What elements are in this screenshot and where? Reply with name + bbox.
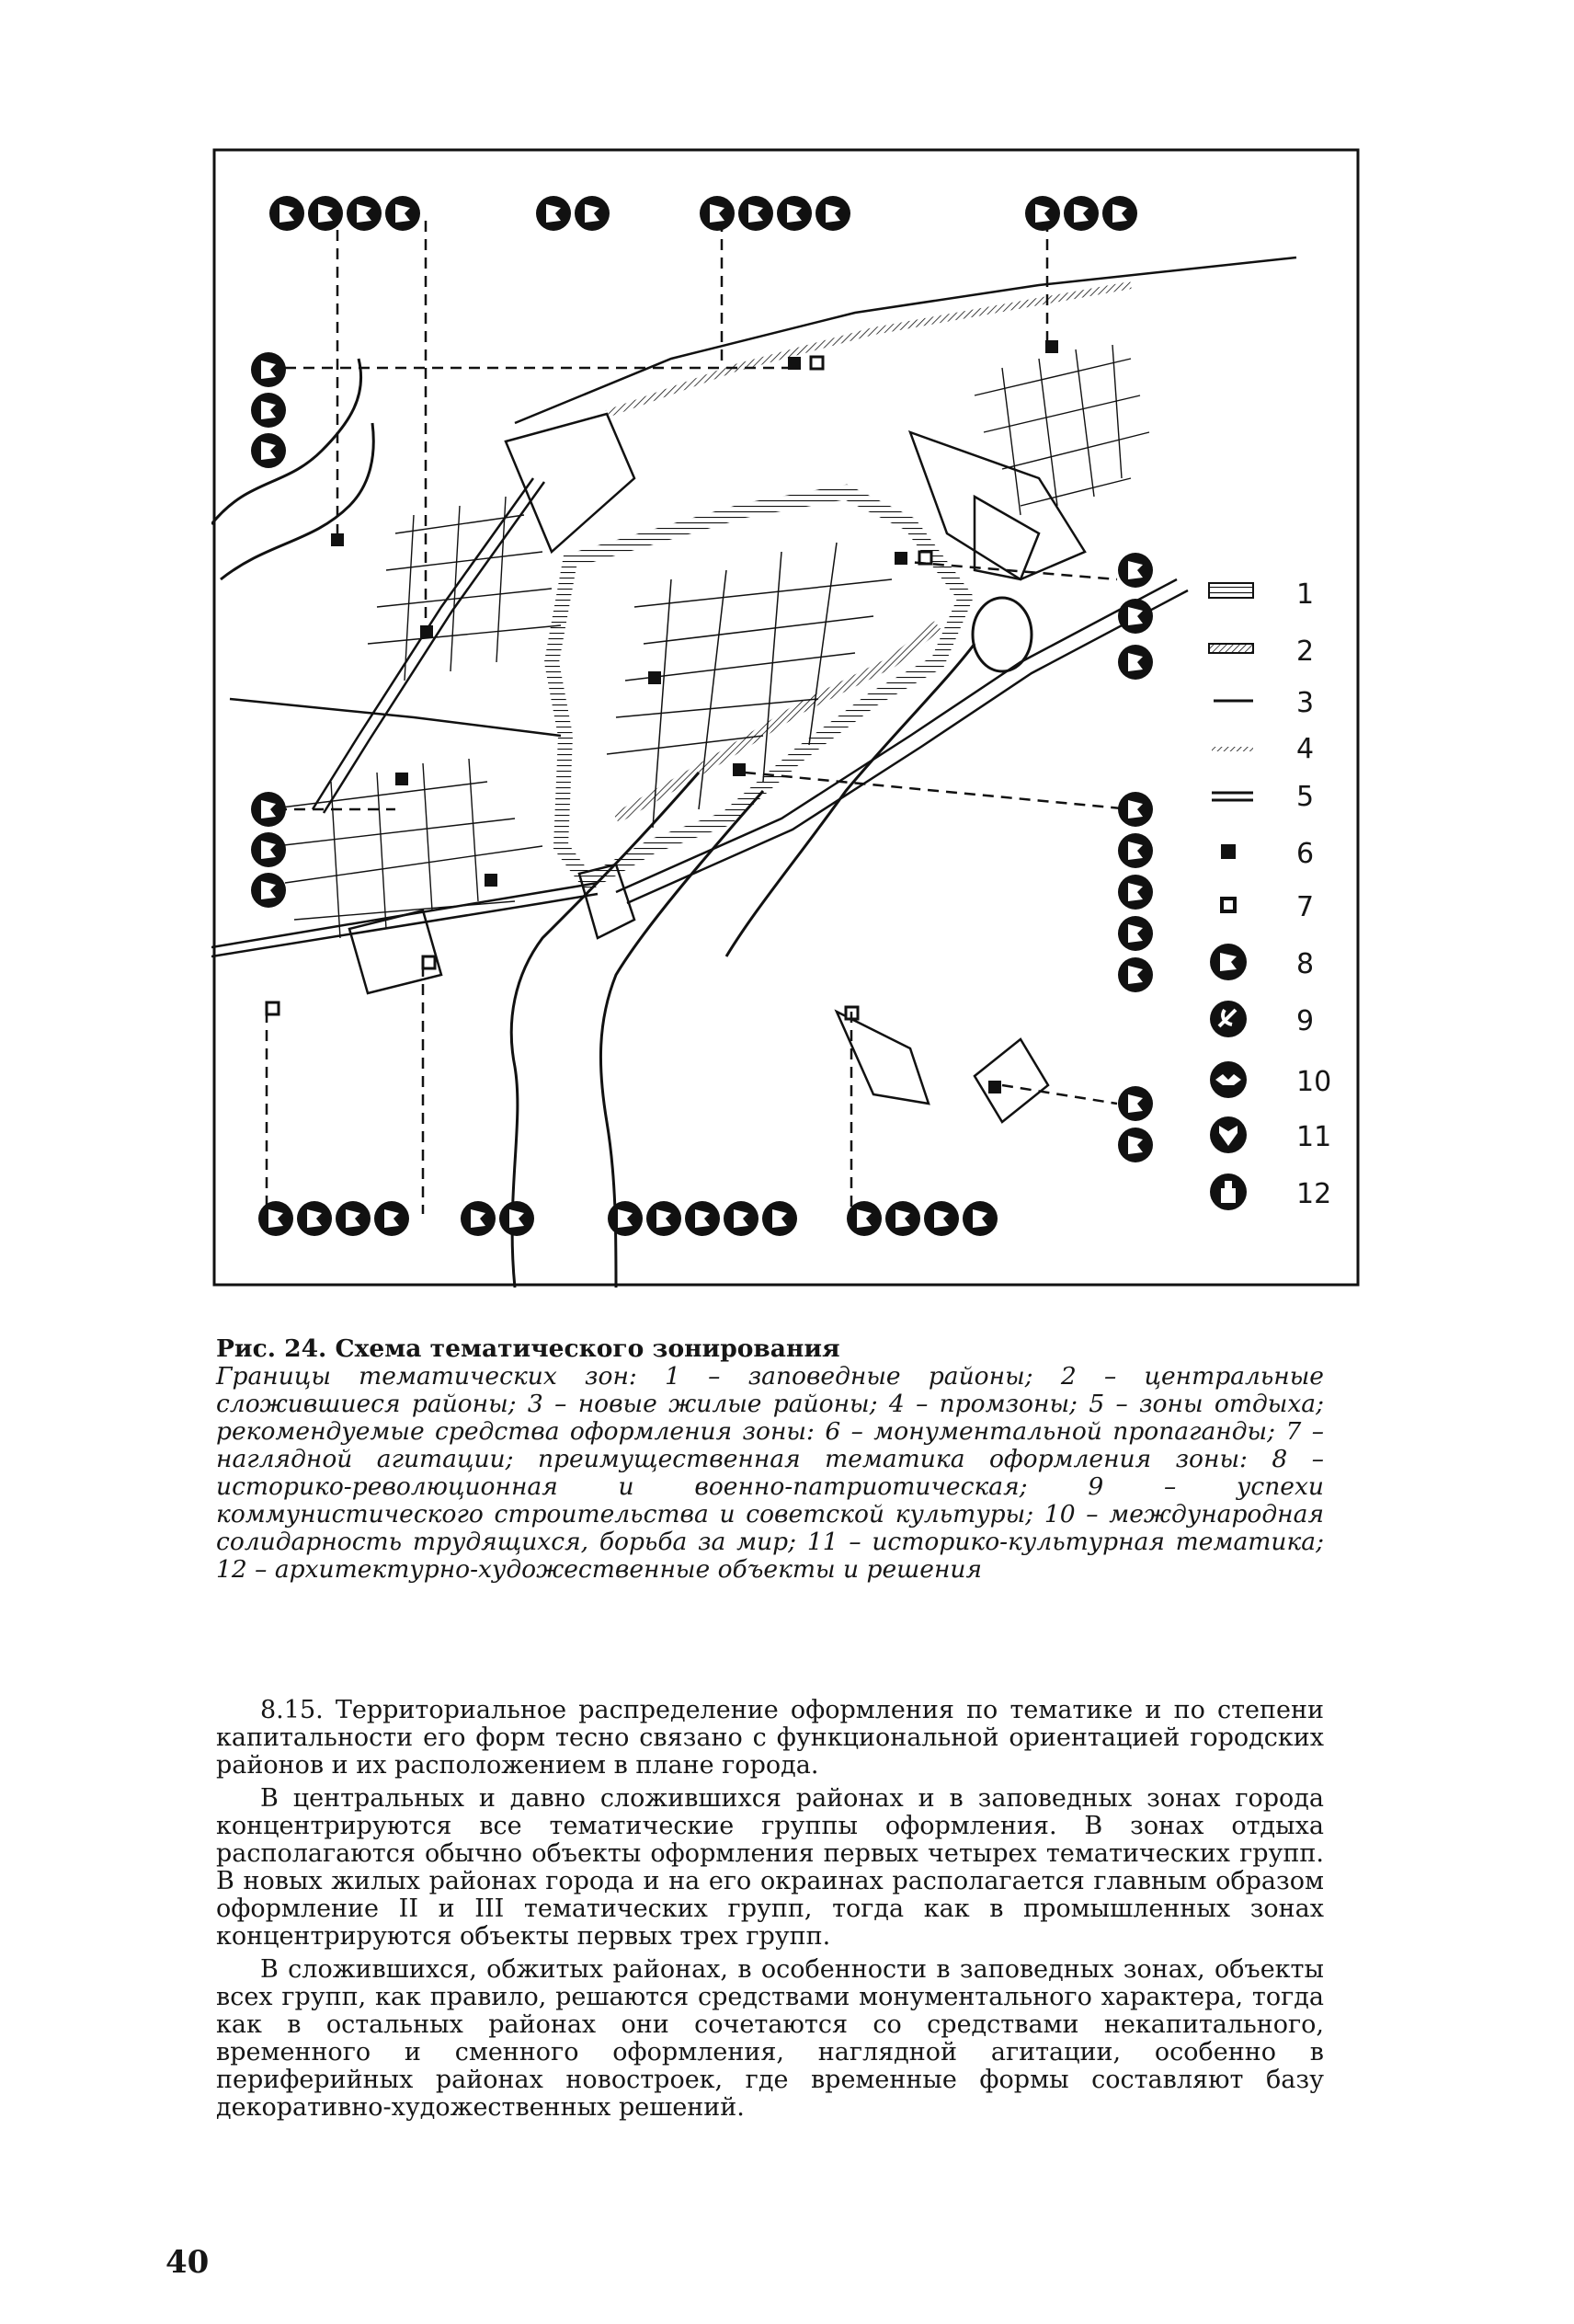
legend-symbol-6: [1204, 830, 1260, 879]
legend-item-11: [1204, 1113, 1361, 1162]
leader-lines: [267, 212, 1131, 1214]
legend-item-3: [1204, 679, 1361, 728]
river-west-bank: [221, 423, 373, 579]
caption-body: Границы тематических зон: 1 – заповедные районы; 2 – центральные сложившиеся районы; 3 – новые жилые районы; 4 – промзоны; 5 – зоны отдыха; рекомендуемые средства оформления зоны: 6 – монументальной пропаганды; 7 – наглядной агитации; преимущественная тематика оформления зоны: 8 – историко-революционная и военно-патриотическая; 9 – успехи коммунистического строительства и советской культуры; 10 – международная солидарность трудящихся, борьба за мир; 11 – историко-культурная тематика; 12 – архитектурно-художественные объекты и решения: [216, 1362, 1324, 1584]
legend-number-3: 3: [1296, 687, 1315, 719]
figure-caption: [216, 1335, 1324, 1584]
river-channel: [726, 644, 975, 956]
legend-number-11: 11: [1296, 1121, 1332, 1153]
legend-number-4: 4: [1296, 733, 1315, 765]
legend-item-1: [1204, 570, 1361, 620]
legend-symbol-5: [1204, 773, 1260, 822]
street-grid-northwest: [368, 497, 561, 681]
legend-item-8: [1204, 940, 1361, 990]
handshake-icon: [1204, 1058, 1260, 1107]
street-grid-northeast: [975, 345, 1149, 515]
paragraph: 8.15. Территориальное распределение оформления по тематике и по степени капитальности его форм тесно связано с функциональной ориентацией городских районов и их расположением в плане города.: [216, 1696, 1324, 1780]
legend-number-12: 12: [1296, 1178, 1332, 1210]
paragraph: В сложившихся, обжитых районах, в особенности в заповедных зонах, объекты всех групп, как правило, решаются средствами монументального характера, тогда как в остальных районах они сочетаются со средствами некапитального, временного и сменного оформления, наглядной агитации, особенно в периферийных районах новостроек, где временные формы составляют базу декоративно-художественных решений.: [216, 1955, 1324, 2122]
hammer-sickle-icon: [1204, 997, 1260, 1047]
zoning-map-figure: [211, 147, 1361, 1288]
legend-item-12: [1204, 1170, 1361, 1219]
legend-item-7: [1204, 883, 1361, 933]
legend-item-6: [1204, 830, 1361, 879]
central-zone-inner-boundary: [616, 625, 938, 819]
legend-item-9: [1204, 997, 1361, 1047]
caption-title: Рис. 24. Схема тематического зонирования: [216, 1334, 840, 1363]
legend-number-9: 9: [1296, 1005, 1315, 1037]
monument-markers: [331, 340, 1058, 1093]
legend-number-8: 8: [1296, 948, 1315, 980]
legend-item-4: [1204, 725, 1361, 774]
building-icon: [1204, 1170, 1260, 1219]
legend-symbol-4: [1204, 725, 1260, 774]
legend-item-5: [1204, 773, 1361, 822]
legend-item-2: [1204, 627, 1361, 677]
shield-icon: [1204, 1113, 1260, 1162]
legend-number-6: 6: [1296, 838, 1315, 870]
legend-number-10: 10: [1296, 1066, 1332, 1098]
zoning-map: [211, 147, 1361, 1288]
body-text: [216, 1697, 1324, 2127]
legend-number-1: 1: [1296, 578, 1315, 611]
map-legend: [1204, 570, 1361, 1251]
legend-symbol-3: [1204, 679, 1260, 728]
legend-symbol-2: [1204, 627, 1260, 677]
flag-icon: [1204, 940, 1260, 990]
legend-number-5: 5: [1296, 781, 1315, 813]
reserve-zone-boundary: [552, 492, 965, 883]
paragraph: В центральных и давно сложившихся районах и в заповедных зонах города концентрируются все тематические группы оформления. В зонах отдыха располагаются обычно объекты оформления первых четырех тематических групп. В новых жилых районах города и на его окраинах располагается главным образом оформление II и III тематических групп, тогда как в промышленных зонах концентрируются объекты первых трех групп.: [216, 1784, 1324, 1951]
legend-number-2: 2: [1296, 635, 1315, 668]
page-number: 40: [165, 2244, 210, 2281]
street-grid-west: [267, 759, 542, 938]
legend-number-7: 7: [1296, 891, 1315, 923]
legend-item-10: [1204, 1058, 1361, 1107]
legend-symbol-1: [1204, 570, 1260, 620]
legend-symbol-7: [1204, 883, 1260, 933]
